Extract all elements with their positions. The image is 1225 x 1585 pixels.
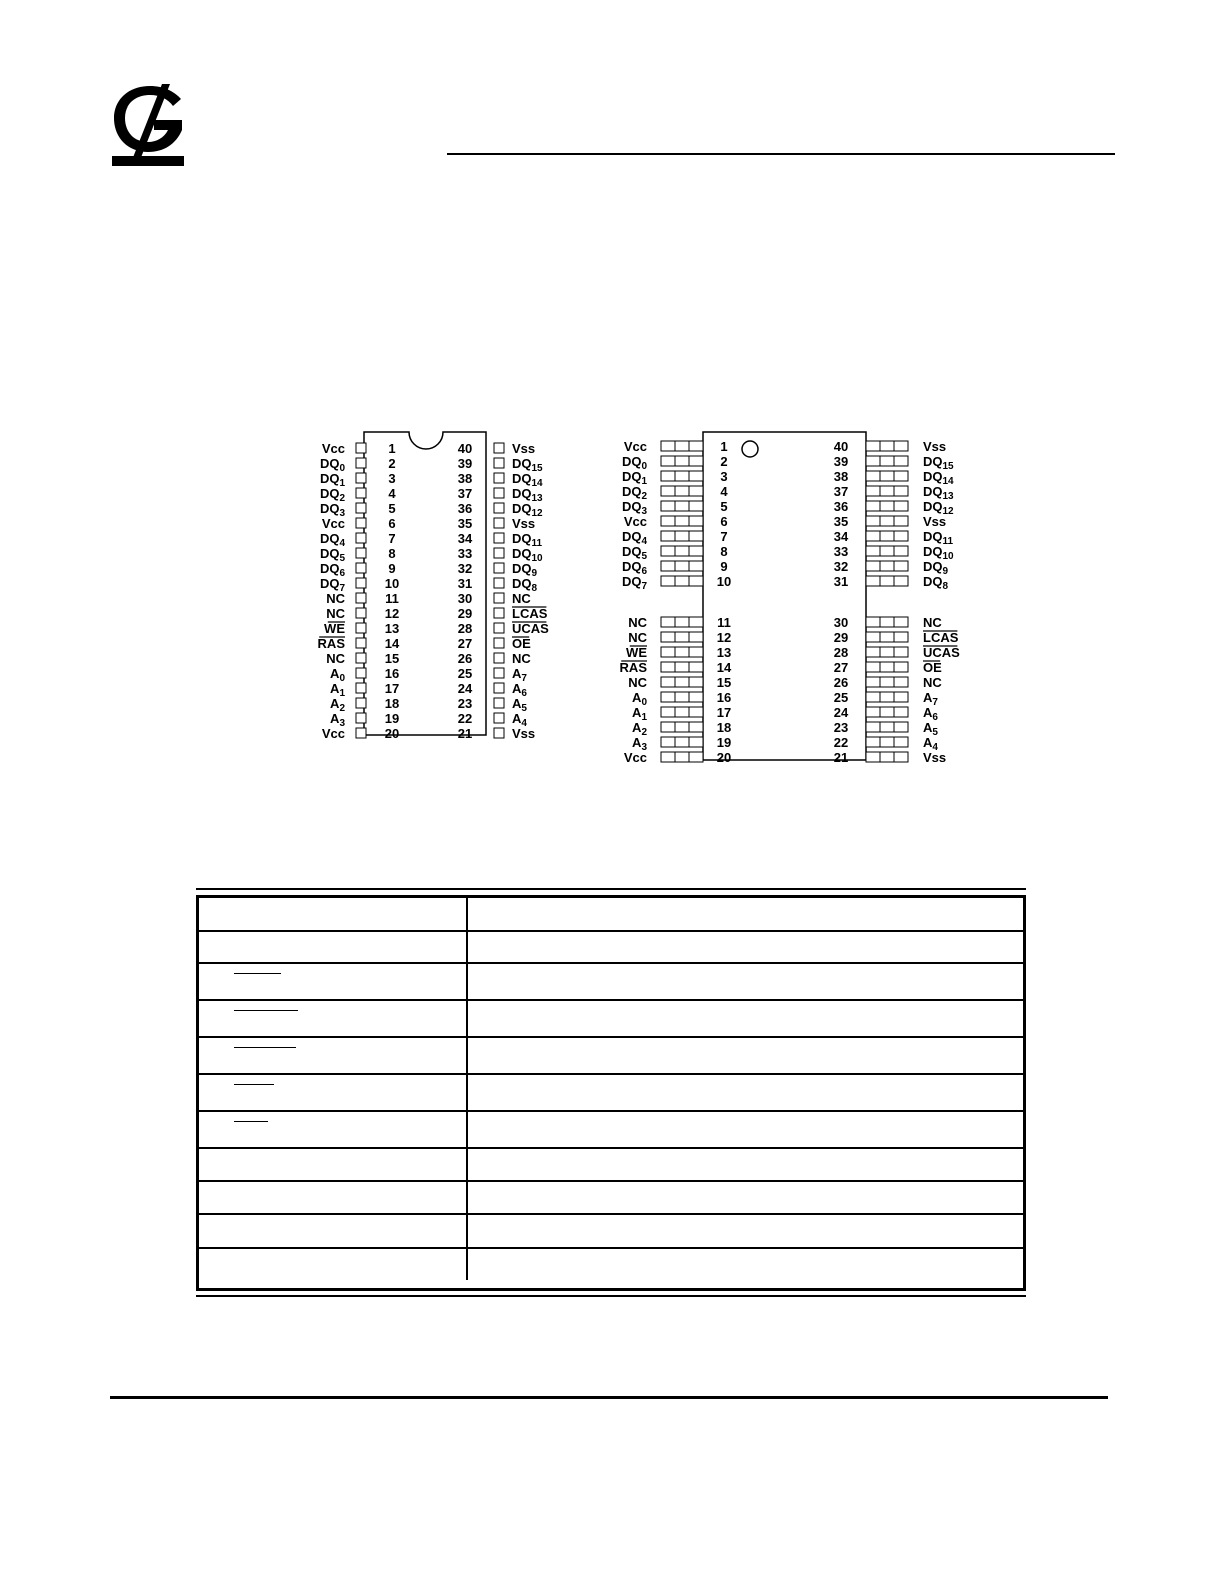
dip-pin-number: 40 (457, 441, 473, 456)
dip-pin-number: 17 (384, 681, 400, 696)
tsop-pin-label: $DQ_{13}$ (923, 484, 954, 502)
tsop-pin-label: $A_6$ (923, 705, 938, 723)
tsop-pin-lead (661, 752, 703, 762)
tsop-pin-label: NC (628, 675, 647, 690)
dip-pin-number: 29 (457, 606, 473, 621)
tsop-pin-number: 21 (833, 750, 849, 765)
tsop-pin-lead (661, 737, 703, 747)
dip-pin-label: $DQ_9$ (512, 561, 538, 579)
dip-pin-pad (494, 608, 504, 618)
tsop-pin-label: $DQ_1$ (621, 469, 647, 487)
tsop-pin-lead (661, 501, 703, 511)
dip-pin-pad (494, 593, 504, 603)
dip-pin-pad (494, 578, 504, 588)
dip-pin-pad (494, 548, 504, 558)
dip-pin-pad (356, 713, 366, 723)
dip-pin-pad (494, 683, 504, 693)
dip-pin-number: 3 (388, 471, 396, 486)
tsop-pin-number: 30 (833, 615, 849, 630)
dip-pin-number: 39 (457, 456, 473, 471)
table-cell-pin (199, 1112, 468, 1147)
tsop-pin-number: 27 (833, 660, 849, 675)
tsop-pin-label: $A_7$ (923, 690, 938, 708)
dip-pin-pad (356, 488, 366, 498)
dip-pin-label: WE (324, 621, 345, 636)
overline-mark (234, 973, 281, 974)
dip-pin-label: Vcc (321, 516, 345, 531)
tsop-pin-lead (866, 692, 908, 702)
tsop-pin-label: $A_1$ (632, 705, 647, 723)
tsop-pin-label: $DQ_8$ (923, 574, 949, 592)
dip-pin-pad (356, 608, 366, 618)
table-row (199, 964, 1023, 1001)
dip-pin-number: 15 (384, 651, 400, 666)
dip-pin-number: 26 (457, 651, 473, 666)
dip-pin-pad (494, 698, 504, 708)
tsop-pin-number: 20 (716, 750, 732, 765)
tsop-pin-number: 24 (833, 705, 849, 720)
dip-pin-number: 9 (388, 561, 396, 576)
tsop-pin-label: Vss (923, 750, 947, 765)
dip-pin-label: Vcc (321, 441, 345, 456)
dip-pin-label: $A_1$ (330, 681, 345, 699)
dip-pin-label: NC (512, 591, 531, 606)
dip-pin-pad (356, 503, 366, 513)
overline-mark (234, 1047, 296, 1048)
dip-pin-pad (356, 728, 366, 738)
dip-pin-number: 22 (457, 711, 473, 726)
tsop-pin-number: 23 (833, 720, 849, 735)
table-row (199, 1249, 1023, 1280)
dip-pin-label: $A_5$ (512, 696, 527, 714)
tsop-pin-label: Vss (923, 514, 947, 529)
dip-pin-pad (356, 593, 366, 603)
dip-pin-number: 36 (457, 501, 473, 516)
dip-pin-label: OE (512, 636, 531, 651)
tsop-pin-number: 40 (833, 439, 849, 454)
tsop-pin-number: 28 (833, 645, 849, 660)
dip-pin-pad (494, 653, 504, 663)
tsop-pin-label: $DQ_2$ (621, 484, 647, 502)
tsop-pin-label: $DQ_9$ (923, 559, 949, 577)
dip-pin-pad (494, 503, 504, 513)
dip-pin-pad (494, 623, 504, 633)
tsop-pin-label: $A_5$ (923, 720, 938, 738)
tsop-pin-number: 35 (833, 514, 849, 529)
dip-pin-number: 30 (457, 591, 473, 606)
tsop-pin-number: 31 (833, 574, 849, 589)
table-cell-pin (199, 1215, 468, 1247)
tsop-pin-lead (866, 471, 908, 481)
dip-pin-number: 5 (388, 501, 396, 516)
footer-rule (110, 1396, 1108, 1399)
table-row (199, 1149, 1023, 1182)
tsop-pin-number: 22 (833, 735, 849, 750)
dip-pin-pad (494, 713, 504, 723)
tsop-pin-label: $DQ_{11}$ (923, 529, 954, 547)
table-row (199, 1112, 1023, 1149)
table-cell-pin (199, 1182, 468, 1213)
table-cell-pin (199, 964, 468, 999)
tsop-pin-lead (866, 501, 908, 511)
tsop-pin-lead (866, 441, 908, 451)
dip-pin-label: $DQ_4$ (319, 531, 345, 549)
dip-pin-label: Vcc (321, 726, 345, 741)
tsop-pin-lead (866, 737, 908, 747)
tsop-pin-label: Vcc (623, 439, 647, 454)
dip-pin-label: $DQ_{10}$ (512, 546, 543, 564)
dip-pin-pad (494, 458, 504, 468)
tsop-pin-number: 17 (716, 705, 732, 720)
dip-pin-pad (356, 638, 366, 648)
tsop-pin-label: Vcc (623, 750, 647, 765)
table-row (199, 1215, 1023, 1249)
tsop-pin-number: 15 (716, 675, 732, 690)
tsop-pin-number: 25 (833, 690, 849, 705)
tsop-pin-label: $A_0$ (632, 690, 647, 708)
tsop-pin-number: 3 (720, 469, 728, 484)
dip-pin-pad (356, 473, 366, 483)
dip-pin-pad (356, 668, 366, 678)
tsop-pin-number: 26 (833, 675, 849, 690)
tsop-pin-label: $DQ_{15}$ (923, 454, 954, 472)
dip-pin-label: $A_0$ (330, 666, 345, 684)
tsop-pin-lead (661, 662, 703, 672)
tsop-pin-lead (866, 486, 908, 496)
tsop-pin-number: 34 (833, 529, 849, 544)
dip-pin-pad (356, 653, 366, 663)
tsop-pin-number: 37 (833, 484, 849, 499)
dip-pin-label: LCAS (512, 606, 548, 621)
tsop-pin-lead (661, 546, 703, 556)
dip-package (318, 432, 550, 741)
dip-pin-number: 1 (388, 441, 396, 456)
dip-pin-number: 27 (457, 636, 473, 651)
tsop-pin-label: UCAS (923, 645, 960, 660)
dip-pin-pad (494, 473, 504, 483)
dip-pin-label: NC (326, 591, 345, 606)
table-row (199, 1001, 1023, 1038)
dip-pin-pad (356, 533, 366, 543)
table-cell-pin (199, 1075, 468, 1110)
tsop-pin-label: $DQ_3$ (621, 499, 647, 517)
dip-pin-number: 20 (384, 726, 400, 741)
dip-pin-label: UCAS (512, 621, 549, 636)
dip-pin-label: $DQ_0$ (319, 456, 345, 474)
tsop-pin-label: OE (923, 660, 942, 675)
tsop-pin-lead (866, 707, 908, 717)
dip-pin-number: 38 (457, 471, 473, 486)
table-cell-pin (199, 932, 468, 962)
dip-pin-label: $DQ_2$ (319, 486, 345, 504)
dip-pin-pad (494, 563, 504, 573)
dip-pin-number: 12 (384, 606, 400, 621)
dip-pin-number: 2 (388, 456, 396, 471)
table-cell-pin (199, 898, 468, 930)
dip-pin-pad (356, 458, 366, 468)
pin1-marker (742, 441, 758, 457)
dip-pin-pad (356, 683, 366, 693)
dip-pin-number: 31 (457, 576, 473, 591)
dip-pin-number: 7 (388, 531, 396, 546)
dip-pin-label: $DQ_5$ (319, 546, 345, 564)
dip-pin-label: Vss (512, 726, 536, 741)
dip-pin-pad (356, 518, 366, 528)
tsop-pin-lead (661, 617, 703, 627)
table-row (199, 1038, 1023, 1075)
tsop-pin-label: $DQ_5$ (621, 544, 647, 562)
tsop-pin-label: LCAS (923, 630, 959, 645)
dip-pin-number: 13 (384, 621, 400, 636)
tsop-pin-label: $DQ_6$ (621, 559, 647, 577)
tsop-pin-lead (866, 531, 908, 541)
dip-pin-label: $A_6$ (512, 681, 527, 699)
tsop-pin-number: 19 (716, 735, 732, 750)
tsop-pin-lead (866, 677, 908, 687)
tsop-pin-label: Vss (923, 439, 947, 454)
dip-pin-label: $A_7$ (512, 666, 527, 684)
dip-pin-label: $DQ_1$ (319, 471, 345, 489)
dip-pin-number: 32 (457, 561, 473, 576)
dip-pin-number: 35 (457, 516, 473, 531)
dip-pin-pad (356, 563, 366, 573)
tsop-pin-lead (661, 441, 703, 451)
dip-pin-pad (494, 443, 504, 453)
dip-pin-label: $A_2$ (330, 696, 345, 714)
tsop-pin-number: 14 (716, 660, 732, 675)
dip-pin-number: 33 (457, 546, 473, 561)
tsop-pin-label: WE (626, 645, 647, 660)
dip-pin-label: $DQ_8$ (512, 576, 538, 594)
tsop-pin-number: 36 (833, 499, 849, 514)
table-cell-pin (199, 1038, 468, 1073)
pin-description-table (196, 895, 1026, 1291)
table-row (199, 932, 1023, 964)
dip-pin-number: 34 (457, 531, 473, 546)
dip-pin-label: $DQ_6$ (319, 561, 345, 579)
table-cell-description (468, 1215, 1023, 1247)
tsop-pin-label: $DQ_0$ (621, 454, 647, 472)
dip-pin-pad (356, 698, 366, 708)
tsop-pin-number: 16 (716, 690, 732, 705)
dip-pin-number: 37 (457, 486, 473, 501)
table-row (199, 898, 1023, 932)
tsop-pin-number: 11 (717, 615, 731, 630)
dip-pin-label: $A_4$ (512, 711, 527, 729)
dip-pin-number: 23 (457, 696, 473, 711)
dip-pin-number: 16 (384, 666, 400, 681)
dip-pin-label: $DQ_{11}$ (512, 531, 543, 549)
tsop-pin-label: NC (628, 630, 647, 645)
dip-pin-number: 25 (457, 666, 473, 681)
dip-pin-pad (494, 638, 504, 648)
dip-pin-number: 19 (384, 711, 400, 726)
tsop-pin-label: $A_2$ (632, 720, 647, 738)
tsop-pin-lead (661, 692, 703, 702)
tsop-pin-lead (661, 471, 703, 481)
tsop-pin-lead (866, 456, 908, 466)
tsop-pin-lead (661, 486, 703, 496)
tsop-pin-lead (866, 647, 908, 657)
tsop-pin-label: $DQ_4$ (621, 529, 647, 547)
tsop-pin-lead (866, 546, 908, 556)
dip-pin-label: NC (326, 651, 345, 666)
dip-pin-label: $DQ_7$ (319, 576, 345, 594)
tsop-pin-label: $A_3$ (632, 735, 647, 753)
table-cell-description (468, 1112, 1023, 1147)
tsop-pin-number: 4 (720, 484, 728, 499)
tsop-pin-label: Vcc (623, 514, 647, 529)
tsop-pin-label: NC (923, 615, 942, 630)
tsop-pin-lead (661, 531, 703, 541)
dip-pin-number: 4 (388, 486, 396, 501)
tsop-pin-label: $DQ_{12}$ (923, 499, 954, 517)
tsop-pin-number: 10 (716, 574, 732, 589)
dip-pin-label: NC (512, 651, 531, 666)
overline-mark (234, 1084, 274, 1085)
table-cell-pin (199, 1149, 468, 1180)
dip-pin-label: RAS (317, 636, 345, 651)
tsop-pin-lead (661, 632, 703, 642)
tsop-pin-number: 5 (720, 499, 728, 514)
tsop-pin-number: 9 (720, 559, 728, 574)
tsop-pin-number: 7 (720, 529, 728, 544)
dip-pin-label: NC (326, 606, 345, 621)
dip-pin-number: 28 (457, 621, 473, 636)
tsop-pin-number: 12 (716, 630, 732, 645)
table-row (199, 1075, 1023, 1112)
tsop-pin-number: 6 (720, 514, 728, 529)
tsop-pin-lead (661, 722, 703, 732)
tsop-pin-number: 2 (720, 454, 728, 469)
tsop-pin-lead (866, 561, 908, 571)
tsop-pin-number: 13 (716, 645, 732, 660)
dip-pin-number: 18 (384, 696, 400, 711)
dip-pin-label: $DQ_{15}$ (512, 456, 543, 474)
tsop-pin-number: 29 (833, 630, 849, 645)
tsop-pin-lead (866, 662, 908, 672)
tsop-pin-number: 33 (833, 544, 849, 559)
tsop-pin-label: $A_4$ (923, 735, 938, 753)
dip-pin-label: $DQ_{12}$ (512, 501, 543, 519)
tsop-pin-lead (866, 617, 908, 627)
table-cell-description (468, 898, 1023, 930)
dip-pin-label: Vss (512, 516, 536, 531)
tsop-pin-lead (661, 516, 703, 526)
table-cell-description (468, 1249, 1023, 1280)
dip-pin-label: $DQ_3$ (319, 501, 345, 519)
tsop-pin-label: $DQ_{14}$ (923, 469, 954, 487)
tsop-pin-label: NC (628, 615, 647, 630)
dip-pin-pad (356, 548, 366, 558)
tsop-package (620, 432, 961, 765)
tsop-pin-lead (866, 752, 908, 762)
tsop-pin-number: 39 (833, 454, 849, 469)
tsop-pin-label: $DQ_7$ (621, 574, 647, 592)
overline-mark (234, 1121, 268, 1122)
tsop-pin-number: 8 (720, 544, 728, 559)
tsop-pin-number: 18 (716, 720, 732, 735)
dip-pin-pad (356, 443, 366, 453)
dip-pin-label: Vss (512, 441, 536, 456)
table-cell-description (468, 1149, 1023, 1180)
dip-pin-number: 21 (457, 726, 473, 741)
tsop-pin-lead (866, 722, 908, 732)
tsop-pin-number: 38 (833, 469, 849, 484)
tsop-pin-lead (661, 576, 703, 586)
table-cell-description (468, 1075, 1023, 1110)
table-cell-description (468, 932, 1023, 962)
dip-pin-pad (494, 518, 504, 528)
dip-pin-number: 8 (388, 546, 396, 561)
table-cell-description (468, 1038, 1023, 1073)
dip-pin-pad (356, 578, 366, 588)
tsop-pin-number: 1 (720, 439, 728, 454)
table-cell-description (468, 1001, 1023, 1036)
tsop-pin-label: $DQ_{10}$ (923, 544, 954, 562)
dip-pin-number: 10 (384, 576, 400, 591)
dip-pin-number: 6 (388, 516, 396, 531)
dip-pin-number: 24 (457, 681, 473, 696)
table-row (199, 1182, 1023, 1215)
tsop-pin-lead (866, 516, 908, 526)
tsop-pin-lead (661, 561, 703, 571)
tsop-pin-label: RAS (619, 660, 647, 675)
table-cell-description (468, 1182, 1023, 1213)
overline-mark (234, 1010, 298, 1011)
dip-pin-pad (356, 623, 366, 633)
dip-pin-pad (494, 668, 504, 678)
tsop-pin-lead (661, 707, 703, 717)
dip-pin-label: $DQ_{14}$ (512, 471, 543, 489)
table-cell-pin (199, 1249, 468, 1280)
dip-pin-label: $A_3$ (330, 711, 345, 729)
tsop-pin-lead (661, 647, 703, 657)
dip-pin-label: $DQ_{13}$ (512, 486, 543, 504)
dip-pin-pad (494, 728, 504, 738)
tsop-pin-lead (661, 677, 703, 687)
tsop-pin-label: NC (923, 675, 942, 690)
tsop-pin-lead (661, 456, 703, 466)
tsop-pin-lead (866, 576, 908, 586)
table-cell-description (468, 964, 1023, 999)
dip-pin-pad (494, 488, 504, 498)
table-cell-pin (199, 1001, 468, 1036)
tsop-pin-number: 32 (833, 559, 849, 574)
dip-pin-number: 11 (385, 591, 399, 606)
dip-pin-number: 14 (384, 636, 400, 651)
tsop-pin-lead (866, 632, 908, 642)
dip-pin-pad (494, 533, 504, 543)
